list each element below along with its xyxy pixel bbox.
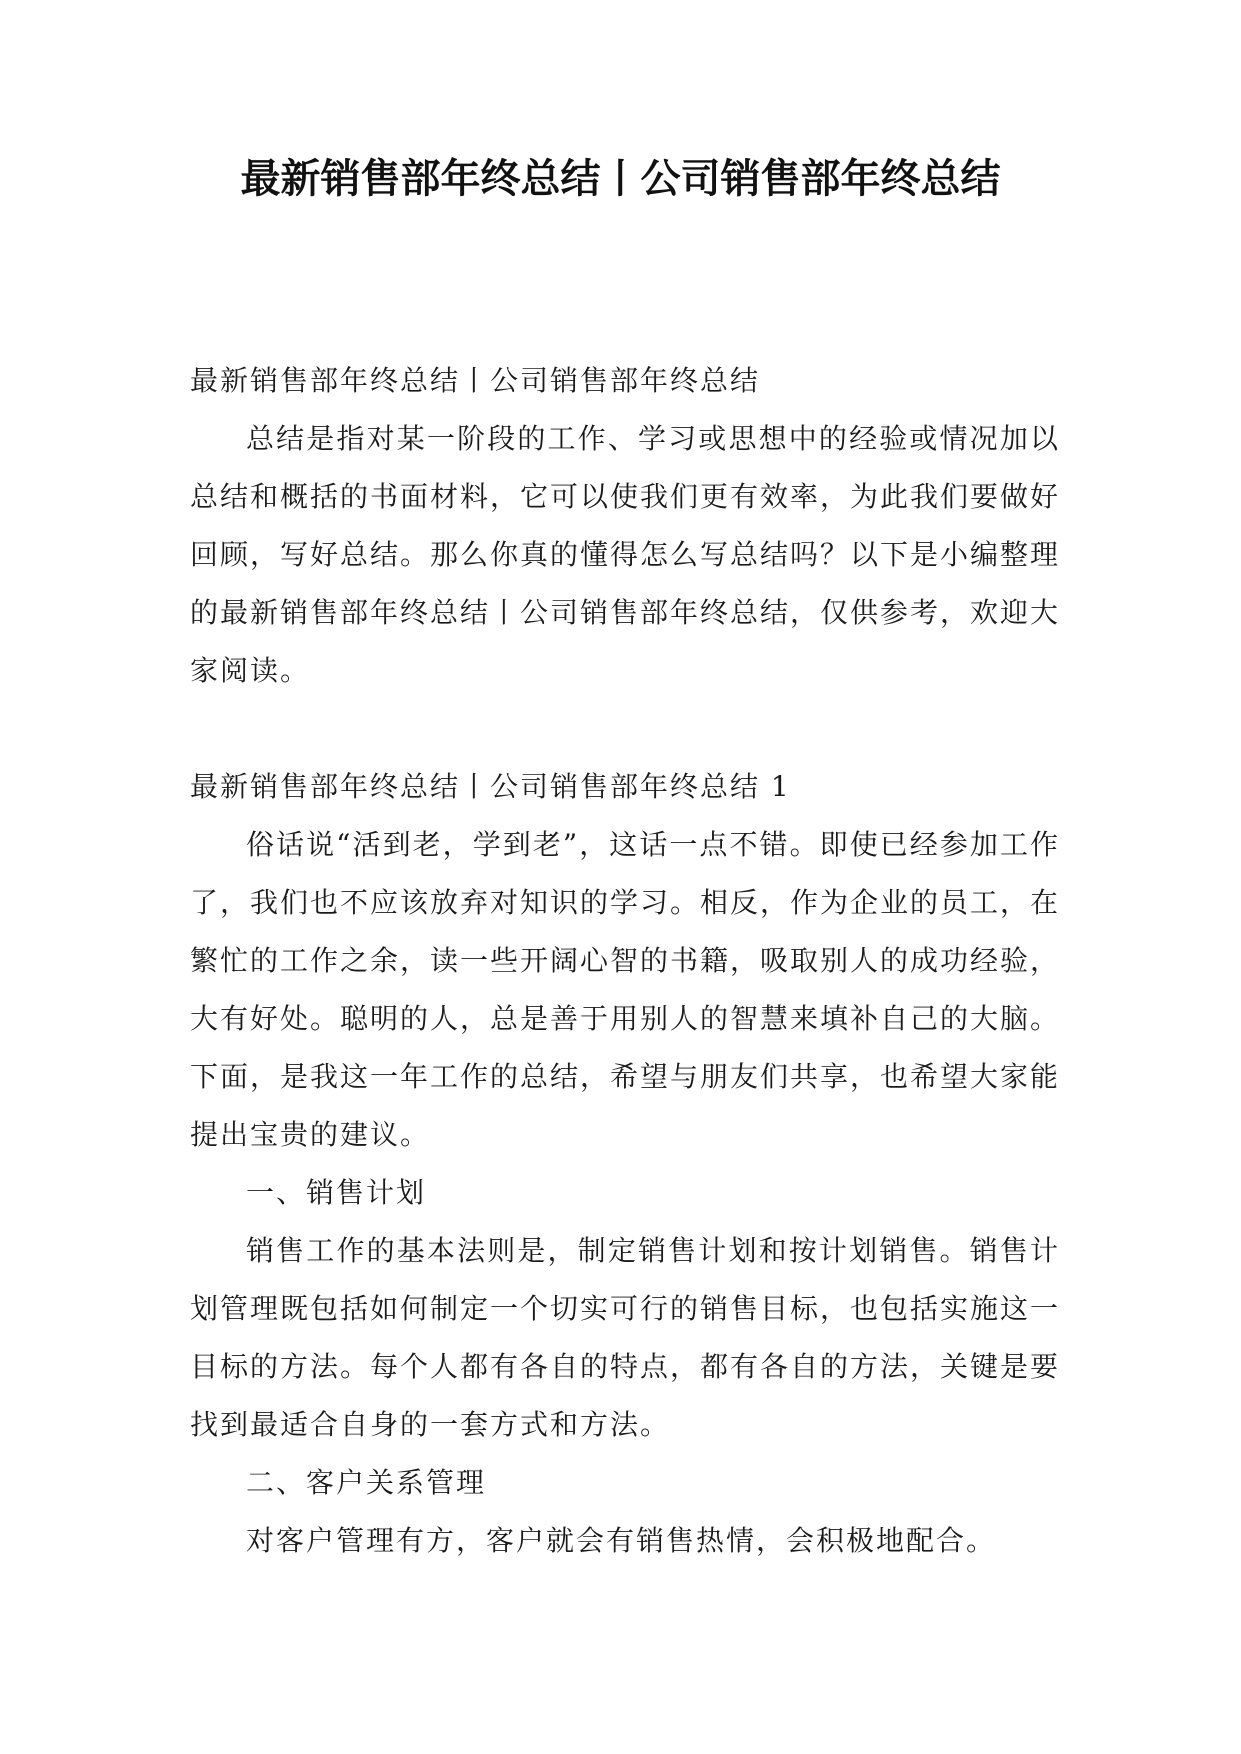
heading-customer-relations: 二、客户关系管理 xyxy=(246,1466,487,1499)
section1-paragraph: 俗话说“活到老，学到老”，这话一点不错。即使已经参加工作了，我们也不应该放弃对知识的学习。相反，作为企业的员工，在繁忙的工作之余，读一些开阔心智的书籍，吸取别人的成功经验，大有好处。聪明的人，总是善于用别人的智慧来填补自己的大脑。下面，是我这一年工作的总结，希望与朋友们共享，也希望大家能提出宝贵的建议。 xyxy=(190,828,1061,1151)
section-heading-1: 最新销售部年终总结丨公司销售部年终总结 1 xyxy=(190,770,791,803)
customer-paragraph: 对客户管理有方，客户就会有销售热情，会积极地配合。 xyxy=(246,1524,997,1557)
intro-paragraph: 总结是指对某一阶段的工作、学习或思想中的经验或情况加以总结和概括的书面材料，它可以使我们更有效率，为此我们要做好回顾，写好总结。那么你真的懂得怎么写总结吗？以下是小编整理的最新销售部年终总结丨公司销售部年终总结，仅供参考，欢迎大家阅读。 xyxy=(190,422,1061,687)
document-title: 最新销售部年终总结丨公司销售部年终总结 xyxy=(240,156,1001,202)
subtitle-line: 最新销售部年终总结丨公司销售部年终总结 xyxy=(190,364,761,397)
section-spacer xyxy=(190,700,1060,758)
sales-plan-paragraph: 销售工作的基本法则是，制定销售计划和按计划销售。销售计划管理既包括如何制定一个切实可行的销售目标，也包括实施这一目标的方法。每个人都有各自的特点，都有各自的方法，关键是要找到最适合自身的一套方式和方法。 xyxy=(190,1234,1061,1441)
document-body xyxy=(190,352,1060,1570)
heading-sales-plan: 一、销售计划 xyxy=(246,1176,427,1209)
